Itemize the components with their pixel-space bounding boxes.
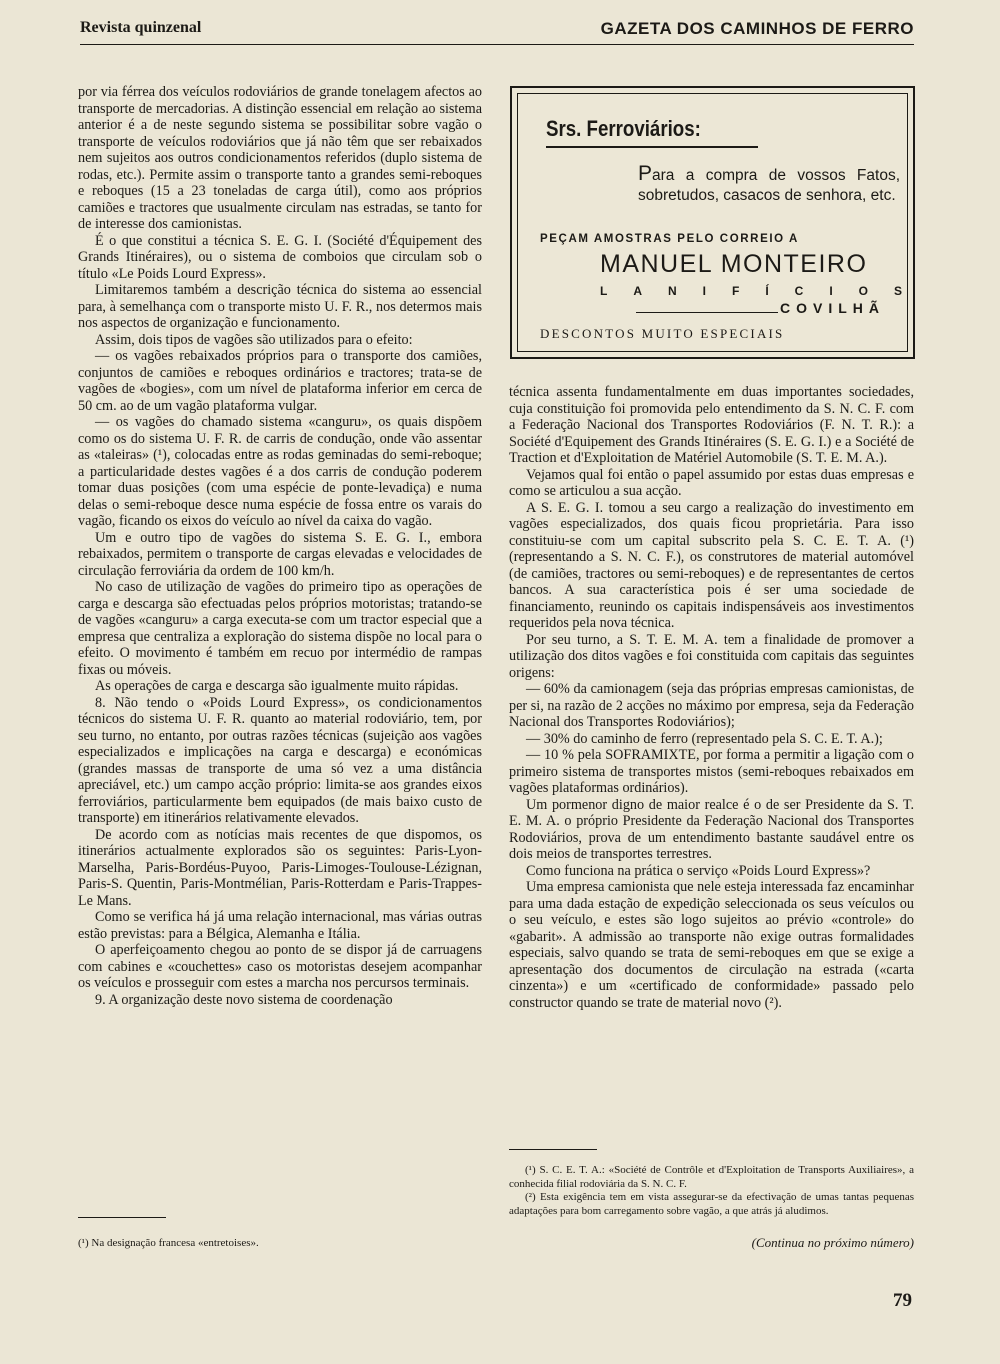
left-paragraph: O aperfeiçoamento chegou ao ponto de se dispor já de carruagens com cabines e «couchettes» caso os motoristas desejem acompanhar os veículos e prosseguir com estes a marcha nos percursos terminais.	[78, 942, 482, 991]
continued-note: (Continua no próximo número)	[751, 1235, 914, 1250]
left-paragraph: Limitaremos também a descrição técnica do sistema ao essencial para, à semelhança com o transporte misto U. F. R., nos determos mais nos aspectos de organização e funcionamento.	[78, 282, 482, 331]
right-paragraph: — 30% do caminho de ferro (representado pela S. C. E. T. A.);	[526, 730, 883, 747]
advertisement	[510, 86, 928, 359]
right-footnotes	[509, 1164, 914, 1218]
ad-offer	[638, 164, 900, 206]
left-paragraph: As operações de carga e descarga são igualmente muito rápidas.	[95, 678, 459, 694]
left-paragraph: Um e outro tipo de vagões do sistema S. E. G. I., embora rebaixados, permitem o transporte de cargas elevadas e velocidades de circulação ferroviária da ordem de 100 km/h.	[78, 529, 482, 579]
ad-inner-border	[517, 93, 928, 352]
ad-request: PEÇAM AMOSTRAS PELO CORREIO A	[540, 233, 799, 245]
right-paragraph: Vejamos qual foi então o papel assumido por estas duas empresas e como se articulou a sua acção.	[509, 466, 914, 499]
ad-heading: Srs. Ferroviários:	[546, 116, 701, 141]
ad-offer-initial: P	[638, 162, 653, 185]
ad-offer-text: ara a compra de vossos Fatos, sobretudos, casacos de senhora, etc.	[638, 167, 900, 204]
left-column	[78, 84, 482, 1199]
ad-city: COVILHÃ	[780, 300, 885, 316]
left-paragraph: 8. Não tendo o «Poids Lourd Express», os condicionamentos técnicos do sistema U. F. R. quanto ao material rodoviário, tem, por seu turno, no entanto, por outras razões técnicas (sujeição aos vagões especializados e implicações na carga e descarga) e económicas (grandes massas de transporte de uma só vez a uma distância apreciável, etc.) um campo acção próprio: limita-se aos grandes eixos ferroviários, particularmente bem equipados (de mais baixo custo de transporte) em itinerários relativamente elevados.	[78, 694, 482, 826]
left-paragraph: É o que constitui a técnica S. E. G. I. (Société d'Équipement des Grands Itinéraires), ou o sistema de comboios que circulam sob o título «Le Poids Lourd Express».	[78, 232, 482, 282]
right-column	[509, 384, 914, 1139]
right-paragraph: Um pormenor digno de maior realce é o de ser Presidente da S. T. E. M. A. o próprio Presidente da Federação Nacional dos Transportes Rodoviários, prova de um entendimento bastante saudável entre os dois meios de transportes terrestres.	[509, 796, 914, 862]
left-footnote: (¹) Na designação francesa «entretoises».	[78, 1237, 259, 1249]
right-paragraph: — 10 % pela SOFRAMIXTE, por forma a permitir a ligação com o primeiro sistema de transportes mistos (semi-reboques rebaixados em vagões plataformas ordinários).	[509, 747, 914, 796]
right-paragraph: — 60% da camionagem (seja das próprias empresas camionistas, de per si, na razão de 2 acções no máximo por empresa, seja da Federação Nacional dos Transportes Rodoviários);	[509, 681, 914, 730]
footnote: (²) Esta exigência tem em vista assegurar-se da efectivação de umas tantas pequenas adaptações para bom carregamento sobre vagão, a que atrás já aludimos.	[509, 1191, 914, 1217]
right-paragraph: Uma empresa camionista que nele esteja interessada faz encaminhar para uma dada estação de expedição seleccionada os seus veículos ou o seu veículo, e estes são logo sujeitos ao prévio «controle» do «gabarit». A admissão ao transporte não exige outras formalidades especiais, salvo quando se trata de semi-reboques em que se exige a apresentação dos documentos de circulação na estrada («carta cinzenta») e um «certificado de conformidade» passado pelo constructor quando se trate de material novo (²).	[509, 879, 914, 1011]
page-number: 79	[893, 1290, 912, 1311]
footnote: (¹) S. C. E. T. A.: «Société de Contrôle et d'Exploitation de Transports Auxiliaires», a conhecida filial rodoviária da S. N. C. F.	[509, 1164, 914, 1190]
ad-discount: DESCONTOS MUITO ESPECIAIS	[540, 326, 785, 341]
right-paragraph: Como funciona na prática o serviço «Poids Lourd Express»?	[526, 862, 871, 879]
left-paragraph: Assim, dois tipos de vagões são utilizados para o efeito:	[95, 331, 413, 348]
ad-heading-rule	[546, 146, 758, 148]
header-right: GAZETA DOS CAMINHOS DE FERRO	[600, 19, 914, 38]
left-paragraph: De acordo com as notícias mais recentes de que dispomos, os itinerários actualmente explorados são os seguintes: Paris-Lyon-Marselha, Paris-Bordéus-Puyoo, Paris-Limoges-Toulouse-Lézignan, Paris-S. Quentin, Paris-Montmélian, Paris-Rotterdam e Paris-Trappes-Le Mans.	[78, 826, 482, 909]
header-left: Revista quinzenal	[80, 19, 202, 36]
right-paragraph: A S. E. G. I. tomou a seu cargo a realização do investimento em vagões especializados, dos quais ficou proprietária. Para isso constituiu-se com um capital subscrito pela S. C. E. T. A. (¹) (representando a S. N. C. F.), os construtores de material automóvel (de camiões, tractores ou semi-reboques) e de representantes de certos bancos. A sua característica pois é ser uma sociedade de financiamento, reunindo os capitais indispensáveis aos investimentos requeridos pela nova técnica.	[509, 499, 914, 631]
ad-subtitle: LANIFÍCIOS	[600, 284, 928, 298]
right-footnote-rule	[509, 1149, 597, 1150]
left-paragraph: 9. A organização deste novo sistema de coordenação	[95, 991, 393, 1008]
left-paragraph: por via férrea dos veículos rodoviários de grande tonelagem afectos ao transporte de mercadorias. A distinção essencial em relação ao sistema anterior é a de neste segundo sistema se possibilitar sobre vagão o transporte de veículos rodoviários que já não têm que ser rebaixados nem sujeitos aos outros condicionamentos referidos (duplo sistema de rodas, etc.). Permite assim o transporte tanto a grandes semi-reboques e reboques (15 a 23 toneladas de carga útil), como aos próprios camiões e tractores que usualmente circulam nas estradas, se tanto for de interesse dos camionistas.	[78, 84, 482, 232]
left-footnote-rule	[78, 1217, 166, 1218]
ad-company-name: MANUEL MONTEIRO	[600, 250, 868, 278]
left-paragraph: No caso de utilização de vagões do primeiro tipo as operações de carga e descarga são efectuadas pelos próprios motoristas; tratando-se de vagões «canguru» a carga executa-se com um tractor especial que a empresa que centraliza a exploração do sistema dispõe no local para o efeito. O movimento é também em recuo por intermédio de rampas fixas ou móveis.	[78, 579, 482, 678]
left-paragraph: — os vagões rebaixados próprios para o transporte dos camiões, conjuntos de camiões e reboques ordinários e tractores; trata-se de vagões de «bogies», com um nível de plataforma inferior em cerca de 50 cm. ao de um vagão plataforma vulgar.	[78, 348, 482, 414]
ad-city-rule	[636, 312, 778, 313]
left-paragraph: Como se verifica há já uma relação internacional, mas várias outras estão previstas: para a Bélgica, Alemanha e Itália.	[78, 909, 482, 942]
right-paragraph: Por seu turno, a S. T. E. M. A. tem a finalidade de promover a utilização dos ditos vagões e foi constituida com capitais das seguintes origens:	[509, 631, 914, 681]
header-rule	[80, 44, 914, 45]
left-paragraph: — os vagões do chamado sistema «canguru», os quais dispõem como os do sistema U. F. R. de carris de condução, onde vão assentar as «taleiras» (¹), colocadas entre as rodas geminadas do semi-reboque; a particularidade destes vagões é a dos carris de condução poderem tomar duas posições (com uma espécie de ponte-levadiça) e numa delas o semi-reboque desce numa espécie de fossa entre os varais do vagão, ficando os eixos do veículo ao nível da caixa do vagão.	[78, 414, 482, 529]
right-paragraph: técnica assenta fundamentalmente em duas importantes sociedades, cuja constituição foi promovida pelo entendimento da S. N. C. F. com a Federação Nacional dos Transportes Rodoviários (F. N. T. R.): a Société d'Equipement des Grands Itinéraires (S. E. G. I.) e a Société de Traction et d'Exploitation de Matériel Automobile (S. T. E. M. A.).	[509, 384, 914, 466]
